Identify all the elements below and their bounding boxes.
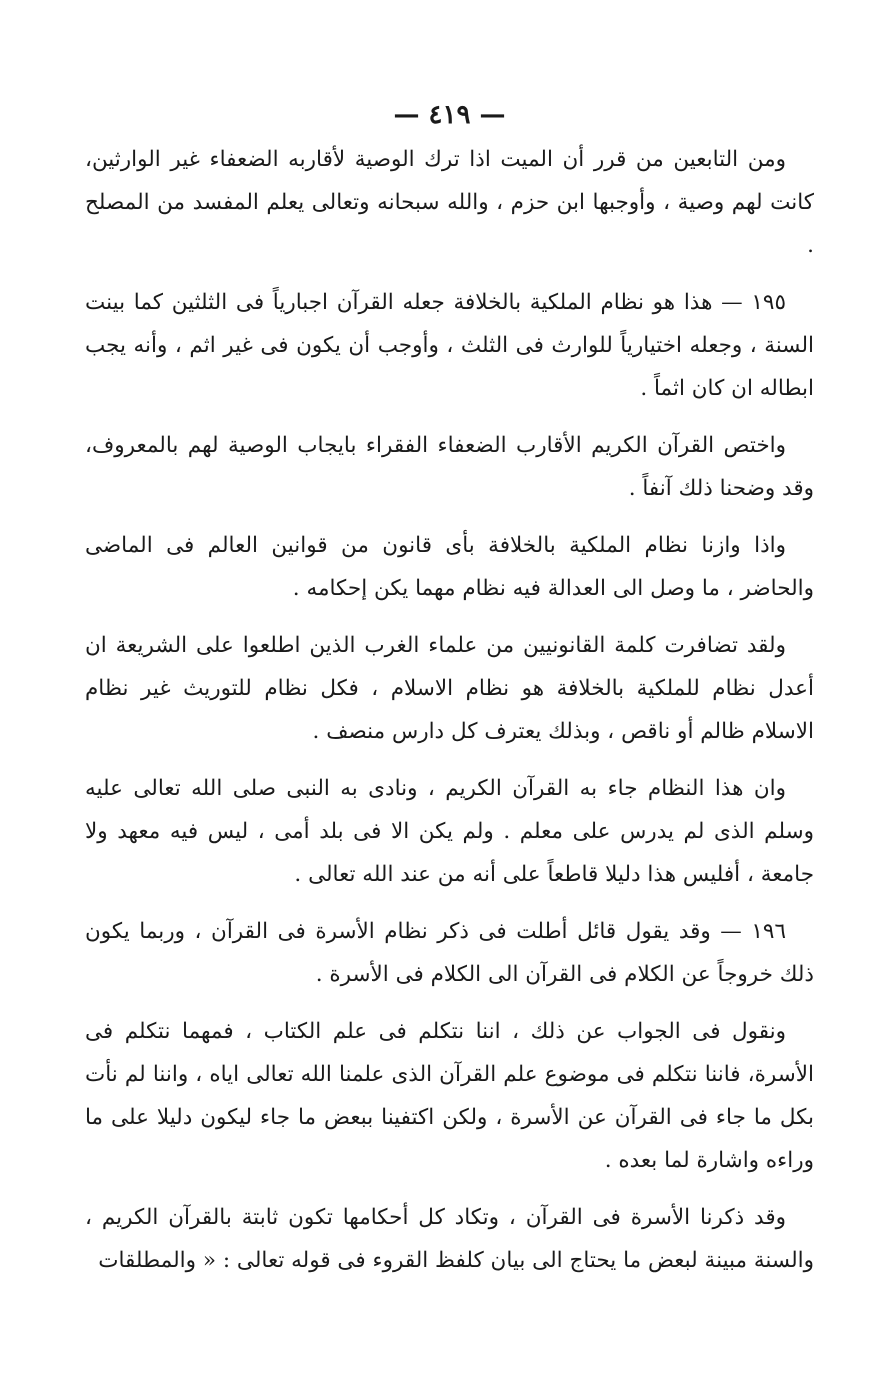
paragraph: واذا وازنا نظام الملكية بالخلافة بأى قانون من قوانين العالم فى الماضى والحاضر ، ما وصل الى العدالة فيه نظام مهما يكن إحكامه . [85,533,814,601]
paragraph: وقد ذكرنا الأسرة فى القرآن ، وتكاد كل أحكامها تكون ثابتة بالقرآن الكريم ، والسنة مبينة لبعض ما يحتاج الى بيان كلفظ القروء فى قوله تعالى : « والمطلقات [85,1205,814,1273]
paragraph: ١٩٥ — هذا هو نظام الملكية بالخلافة جعله القرآن اجبارياً فى الثلثين كما بينت السنة ، وجعله اختيارياً للوارث فى الثلث ، وأوجب أن يكون فى غير اثم ، وأنه يجب ابطاله ان كان اثماً . [85,290,814,401]
paragraph: ونقول فى الجواب عن ذلك ، اننا نتكلم فى علم الكتاب ، فمهما نتكلم فى الأسرة، فاننا نتكلم فى موضوع علم القرآن الذى علمنا الله تعالى اياه ، واننا لم نأت بكل ما جاء فى القرآن عن الأسرة ، ولكن اكتفينا ببعض ما جاء ليكون دليلا على ما وراءه واشارة لما بعده . [85,1019,814,1173]
paragraph: وان هذا النظام جاء به القرآن الكريم ، ونادى به النبى صلى الله تعالى عليه وسلم الذى لم يدرس على معلم . ولم يكن الا فى بلد أمى ، ليس فيه معهد ولا جامعة ، أفليس هذا دليلا قاطعاً على أنه من عند الله تعالى . [85,776,814,887]
paragraph: واختص القرآن الكريم الأقارب الضعفاء الفقراء بايجاب الوصية لهم بالمعروف، وقد وضحنا ذلك آنفاً . [85,433,814,501]
paragraph: ١٩٦ — وقد يقول قائل أطلت فى ذكر نظام الأسرة فى القرآن ، وربما يكون ذلك خروجاً عن الكلام فى القرآن الى الكلام فى الأسرة . [85,919,814,987]
paragraph: ومن التابعين من قرر أن الميت اذا ترك الوصية لأقاربه الضعفاء غير الوارثين، كانت لهم وصية ، وأوجبها ابن حزم ، والله سبحانه وتعالى يعلم المفسد من المصلح . [85,147,814,258]
paragraph: ولقد تضافرت كلمة القانونيين من علماء الغرب الذين اطلعوا على الشريعة ان أعدل نظام للملكية بالخلافة هو نظام الاسلام ، فكل نظام للتوريث غير نظام الاسلام ظالم أو ناقص ، وبذلك يعترف كل دارس منصف . [85,633,814,744]
body-text [85,138,814,1282]
page-number: — ٤١٩ — [393,100,506,130]
